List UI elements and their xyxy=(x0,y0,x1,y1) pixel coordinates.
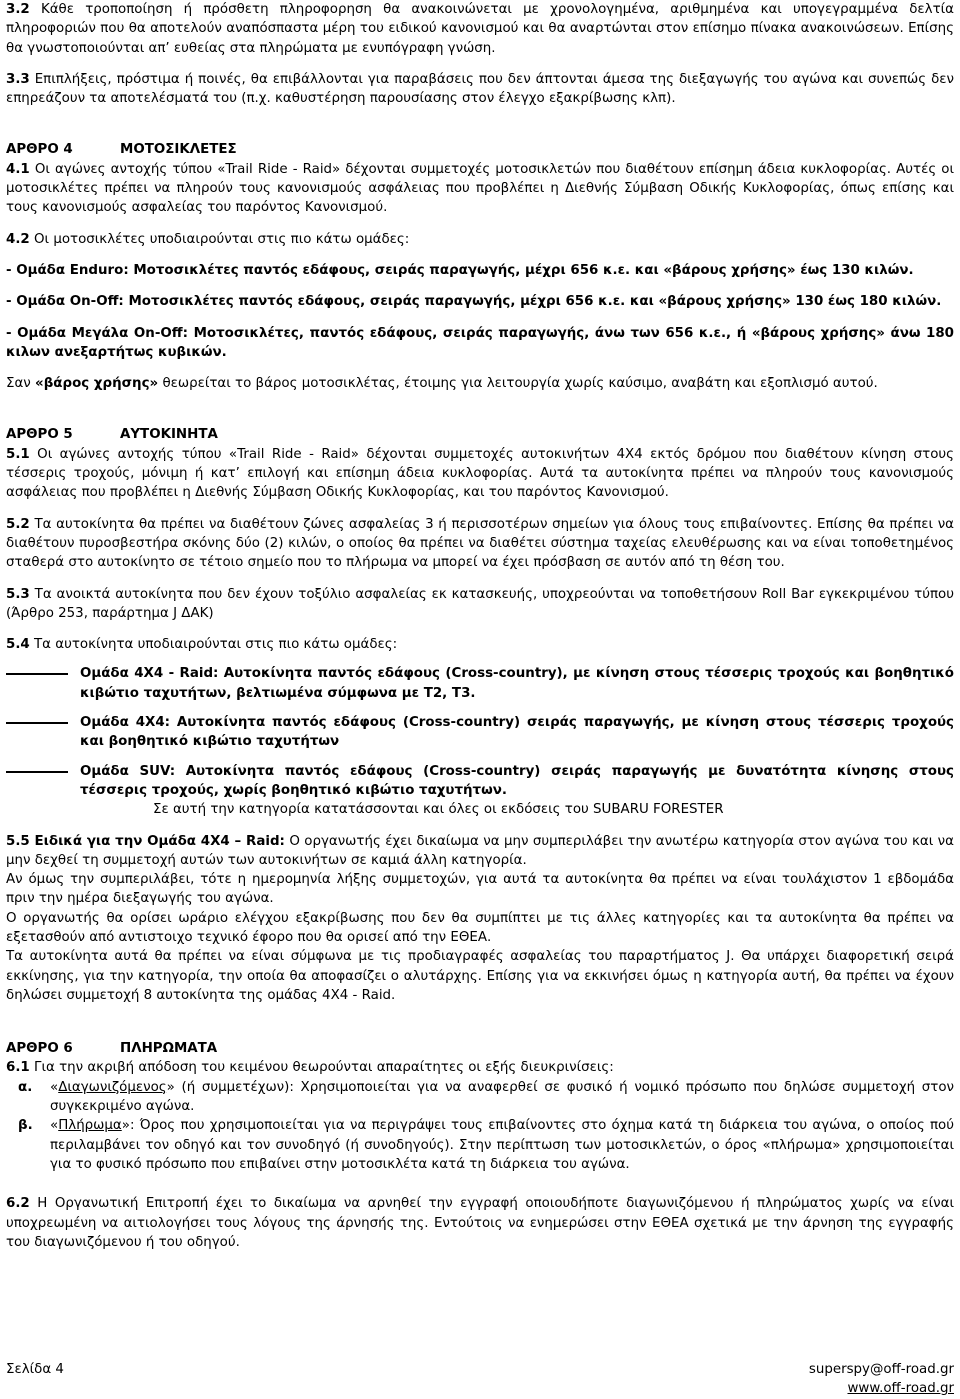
paragraph-text: Οι μοτοσικλέτες υποδιαιρούνται στις πιο κάτω ομάδες: xyxy=(34,231,410,247)
page-number: Σελίδα 4 xyxy=(6,1362,64,1377)
paragraph-3-2 xyxy=(6,0,954,58)
group-on-off: - Ομάδα On-Off: Μοτοσικλέτες παντός εδάφους, σειράς παραγωγής, μέχρι 656 κ.ε. και «βάρους χρήσης» 130 έως 180 κιλών. xyxy=(6,294,942,310)
weight-definition xyxy=(6,374,954,393)
paragraph-number: 5.2 xyxy=(6,516,30,532)
paragraph-4-2 xyxy=(6,230,954,249)
list-item-b xyxy=(6,1116,954,1174)
term-link: Διαγωνιζόμενος xyxy=(58,1079,167,1095)
paragraph-number: 3.3 xyxy=(6,71,30,87)
paragraph-number: 4.1 xyxy=(6,161,30,177)
footer-contacts xyxy=(809,1360,954,1398)
paragraph-5-5-line: Τα αυτοκίνητα αυτά θα πρέπει να είναι σύμφωνα με τις προδιαγραφές ασφαλείας του παραρτήματος J. Θα υπάρχει διαφορετική σειρά εκκίνησης, για την κατηγορία, την οποία θα αποφασίζει ο αλυτάρχης. Επίσης για να εκκινήσει όμως η κατηγορία αυτή, θα πρέπει να έχουν δηλώσει συμμετοχή 8 αυτοκίνητα της ομάδας 4Χ4 - Raid. xyxy=(6,949,954,1003)
paragraph-number: 3.2 xyxy=(6,2,30,17)
list-label: β. xyxy=(18,1118,33,1134)
group-big-on-off: - Ομάδα Μεγάλα On-Off: Μοτοσικλέτες, παντός εδάφους, σειράς παραγωγής, άνω των 656 κ.ε., ή «βάρους χρήσης» άνω 180 κιλων ανεξαρτήτως κυβικών. xyxy=(6,325,954,360)
article-title: ΠΛΗΡΩΜΑΤΑ xyxy=(120,1041,218,1057)
paragraph-4-1 xyxy=(6,160,954,218)
footer-email[interactable]: superspy@off-road.gr xyxy=(808,1362,954,1377)
paragraph-5-5-line: Αν όμως την συμπεριλάβει, τότε η ημερομηνία λήξης συμμετοχών, για αυτά τα αυτοκίνητα θα πρέπει να είναι τουλάχιστον 1 εβδομάδα πριν την ημέρα διεξαγωγής του αγώνα. xyxy=(6,872,954,907)
article-label: ΑΡΘΡΟ 5 xyxy=(6,427,73,443)
paragraph-text: Η Οργανωτική Επιτροπή έχει το δικαίωμα να αρνηθεί την εγγραφή οποιουδήποτε διαγωνιζόμενου ή πληρώματος χωρίς να είναι υποχρεωμένη να αιτιολογήσει τους λόγους της άρνησής της. Εντούτοις να ενημερώσει στην ΕΘΕΑ σχετικά με την άρνηση της εγγραφής του διαγωνιζόμενου ή του οδηγού. xyxy=(6,1196,954,1250)
group-suv xyxy=(6,762,954,801)
paragraph-text: Οι αγώνες αντοχής τύπου «Trail Ride - Raid» δέχονται συμμετοχές μοτοσικλετών που διαθέτουν επίσημη άδεια κυκλοφορίας. Αυτές οι μοτοσικλέτες πρέπει να πληρούν τους κανονισμούς ασφάλειας που προβλέπει η Διεθνής Σύμβαση Οδικής Κυκλοφορίας, όπως επίσης και τους κανονισμούς ασφαλείας του παρόντος Κανονισμού. xyxy=(6,161,955,216)
article-6-heading xyxy=(6,1039,954,1058)
article-label: ΑΡΘΡΟ 4 xyxy=(6,142,73,158)
list-label: α. xyxy=(18,1079,33,1095)
paragraph-5-5-line: Ο οργανωτής θα ορίσει ωράριο ελέγχου εξακρίβωσης που δεν θα συμπίπτει με τις άλλες κατηγορίες και τα αυτοκίνητα θα πρέπει να εξετασθούν από αντιστοιχο τεχνικό έφορο που θα ορισεί από την ΕΘΕΑ. xyxy=(6,910,954,945)
list-text: «Διαγωνιζόμενος» (ή συμμετέχων): Χρησιμοποιείται για να αναφερθεί σε φυσικό ή νομικό πρόσωπο που δηλώσε συμμετοχή στον συγκεκριμένο αγώνα. xyxy=(50,1079,954,1115)
paragraph-5-5 xyxy=(6,832,954,871)
paragraph-6-2 xyxy=(6,1194,954,1252)
group-text: Ομάδα 4Χ4: Αυτοκίνητα παντός εδάφους (Cross-country) σειράς παραγωγής, με κίνηση στους τέσσερις τροχούς και βοηθητικό κιβώτιο ταχυτήτων xyxy=(80,715,954,750)
paragraph-text: Για την ακριβή απόδοση του κειμένου θεωρούνται απαραίτητες οι εξής διευκρινίσεις: xyxy=(34,1060,614,1076)
weight-text: θεωρείται το βάρος μοτοσικλέτας, έτοιμης για λειτουργία χωρίς καύσιμο, αναβάτη και εξοπλισμό αυτού. xyxy=(162,376,878,392)
paragraph-number: 4.2 xyxy=(6,231,30,247)
dash-bullet xyxy=(6,664,80,703)
article-5-heading xyxy=(6,425,954,444)
paragraph-3-3 xyxy=(6,70,954,109)
suv-note: Σε αυτή την κατηγορία κατατάσσονται και όλες οι εκδόσεις του SUBARU FORESTER xyxy=(153,802,724,818)
paragraph-number: 6.1 xyxy=(6,1060,30,1076)
dash-bullet xyxy=(6,713,80,752)
document-page xyxy=(6,0,954,1399)
paragraph-5-3 xyxy=(6,585,954,624)
weight-term: «βάρος χρήσης» xyxy=(35,376,159,392)
paragraph-text: Κάθε τροποποίηση ή πρόσθετη πληροφορηση θα ανακοινώνεται με χρονολογημένα, αριθμημένα και υπογεγραμμένα δελτία πληροφοριών που θα αποτελούν αναπόσπαστα μέρη του ειδικού κανονισμού και θα αναρτώνται στον επίσημο πίνακα ανακοινώσεων. Επίσης θα γνωστοποιούνται απ’ ευθείας στα πληρώματα με ενυπόγραφη γνώση. xyxy=(6,2,955,56)
group-text: Ομάδα 4Χ4 - Raid: Αυτοκίνητα παντός εδάφους (Cross-country), με κίνηση στους τέσσερις τροχούς και βοηθητικό κιβώτιο ταχυτήτων, βελτιωμένα σύμφωνα με Τ2, Τ3. xyxy=(80,666,954,701)
article-title: ΑΥΤΟΚΙΝΗΤΑ xyxy=(120,427,218,443)
group-text: Ομάδα SUV: Αυτοκίνητα παντός εδάφους (Cross-country) σειράς παραγωγής με δυνατότητα κίνησης στους τέσσερις τροχούς, χωρίς βοηθητικό κιβώτιο ταχυτήτων. xyxy=(80,763,954,798)
article-label: ΑΡΘΡΟ 6 xyxy=(6,1041,73,1057)
list-item-a xyxy=(6,1078,954,1117)
paragraph-text: Οι αγώνες αντοχής τύπου «Trail Ride - Raid» δέχονται συμμετοχές αυτοκινήτων 4Χ4 εκτός δρόμου που διαθέτουν κίνηση στους τέσσερις τροχούς, μόνιμη ή κατ’ επιλογή και επίσημη άδεια κυκλοφορίας. Αυτά τα αυτοκίνητα πρέπει να πληρούν τους κανονισμούς ασφάλειας που προβλέπει η Διεθνής Σύμβαση Οδικής Κυκλοφορίας, και του παρόντος Κανονισμού. xyxy=(6,446,955,501)
group-enduro: - Ομάδα Enduro: Μοτοσικλέτες παντός εδάφους, σειράς παραγωγής, μέχρι 656 κ.ε. και «βάρους χρήσης» έως 130 κιλών. xyxy=(6,262,914,278)
paragraph-text: Ο οργανωτής έχει δικαίωμα να μην συμπεριλάβει την ανωτέρω κατηγορία στον αγώνα του και να μην δεχθεί τη συμμετοχή αυτών των αυτοκινήτων σε καμιά άλλη κατηγορία. xyxy=(6,833,954,868)
paragraph-5-4 xyxy=(6,635,954,654)
page-footer xyxy=(6,1360,954,1398)
paragraph-number: 6.2 xyxy=(6,1196,30,1212)
paragraph-text: Τα αυτοκίνητα θα πρέπει να διαθέτουν ζώνες ασφαλείας 3 ή περισσοτέρων σημείων για όλους τους επιβαίνοντες. Επίσης θα πρέπει να διαθέτουν πυροσβεστήρα σκόνης δύο (2) κιλών, ο οποίος θα πρέπει να διαθέτει σύστημα ταχείας ελευθέρωσης και να είναι τοποθετημένος σταθερά στο αυτοκίνητο σε τέτοιο σημείο που το πλήρωμα να μπορεί να έχει πρόσβαση σε αυτόν από τη θέση του. xyxy=(6,516,954,571)
weight-prefix: Σαν xyxy=(6,376,31,392)
article-4-heading xyxy=(6,140,954,159)
paragraph-5-2 xyxy=(6,515,954,573)
footer-website-link[interactable]: www.off-road.gr xyxy=(847,1381,954,1396)
paragraph-number: 5.3 xyxy=(6,586,30,602)
paragraph-text: Επιπλήξεις, πρόστιμα ή ποινές, θα επιβάλλονται για παραβάσεις που δεν άπτονται άμεσα της διεξαγωγής του αγώνα και συνεπώς δεν επηρεάζουν τα αποτελέσματά του (π.χ. καθυστέρηση παρουσίασης στον έλεγχο εξακρίβωσης κλπ). xyxy=(6,71,954,107)
paragraph-number: 5.4 xyxy=(6,637,30,653)
group-4x4 xyxy=(6,713,954,752)
term-link: Πλήρωμα xyxy=(58,1118,122,1134)
article-title: ΜΟΤΟΣΙΚΛΕΤΕΣ xyxy=(120,142,237,158)
paragraph-heading: 5.5 Ειδικά για την Ομάδα 4Χ4 – Raid: xyxy=(6,833,285,849)
paragraph-text: Τα ανοικτά αυτοκίνητα που δεν έχουν τοξύλιο ασφαλείας εκ κατασκευής, υποχρεούνται να τοποθετήσουν Roll Bar εγκεκριμένου τύπου (Άρθρο 253, παράρτημα J ΔΑΚ) xyxy=(6,586,954,621)
list-text: «Πλήρωμα»: Όρος που χρησιμοποιείται για να περιγράψει τους επιβαίνοντες στο όχημα κατά τη διάρκεια του αγώνα, ο οποίος πού περιλαμβάνει τον οδηγό και τον συνοδηγό (ή συνοδηγούς). Στην περίπτωση των μοτοσικλετών, ο όρος «πλήρωμα» χρησιμοποιείται για το φυσικό πρόσωπο που επιβαίνει στην μοτοσικλέτα κατά τη διάρκεια του αγώνα. xyxy=(50,1118,954,1172)
group-4x4-raid xyxy=(6,664,954,703)
paragraph-number: 5.1 xyxy=(6,446,30,462)
paragraph-5-1 xyxy=(6,445,954,503)
paragraph-text: Τα αυτοκίνητα υποδιαιρούνται στις πιο κάτω ομάδες: xyxy=(34,637,398,653)
paragraph-6-1 xyxy=(6,1058,954,1077)
dash-bullet xyxy=(6,762,80,801)
